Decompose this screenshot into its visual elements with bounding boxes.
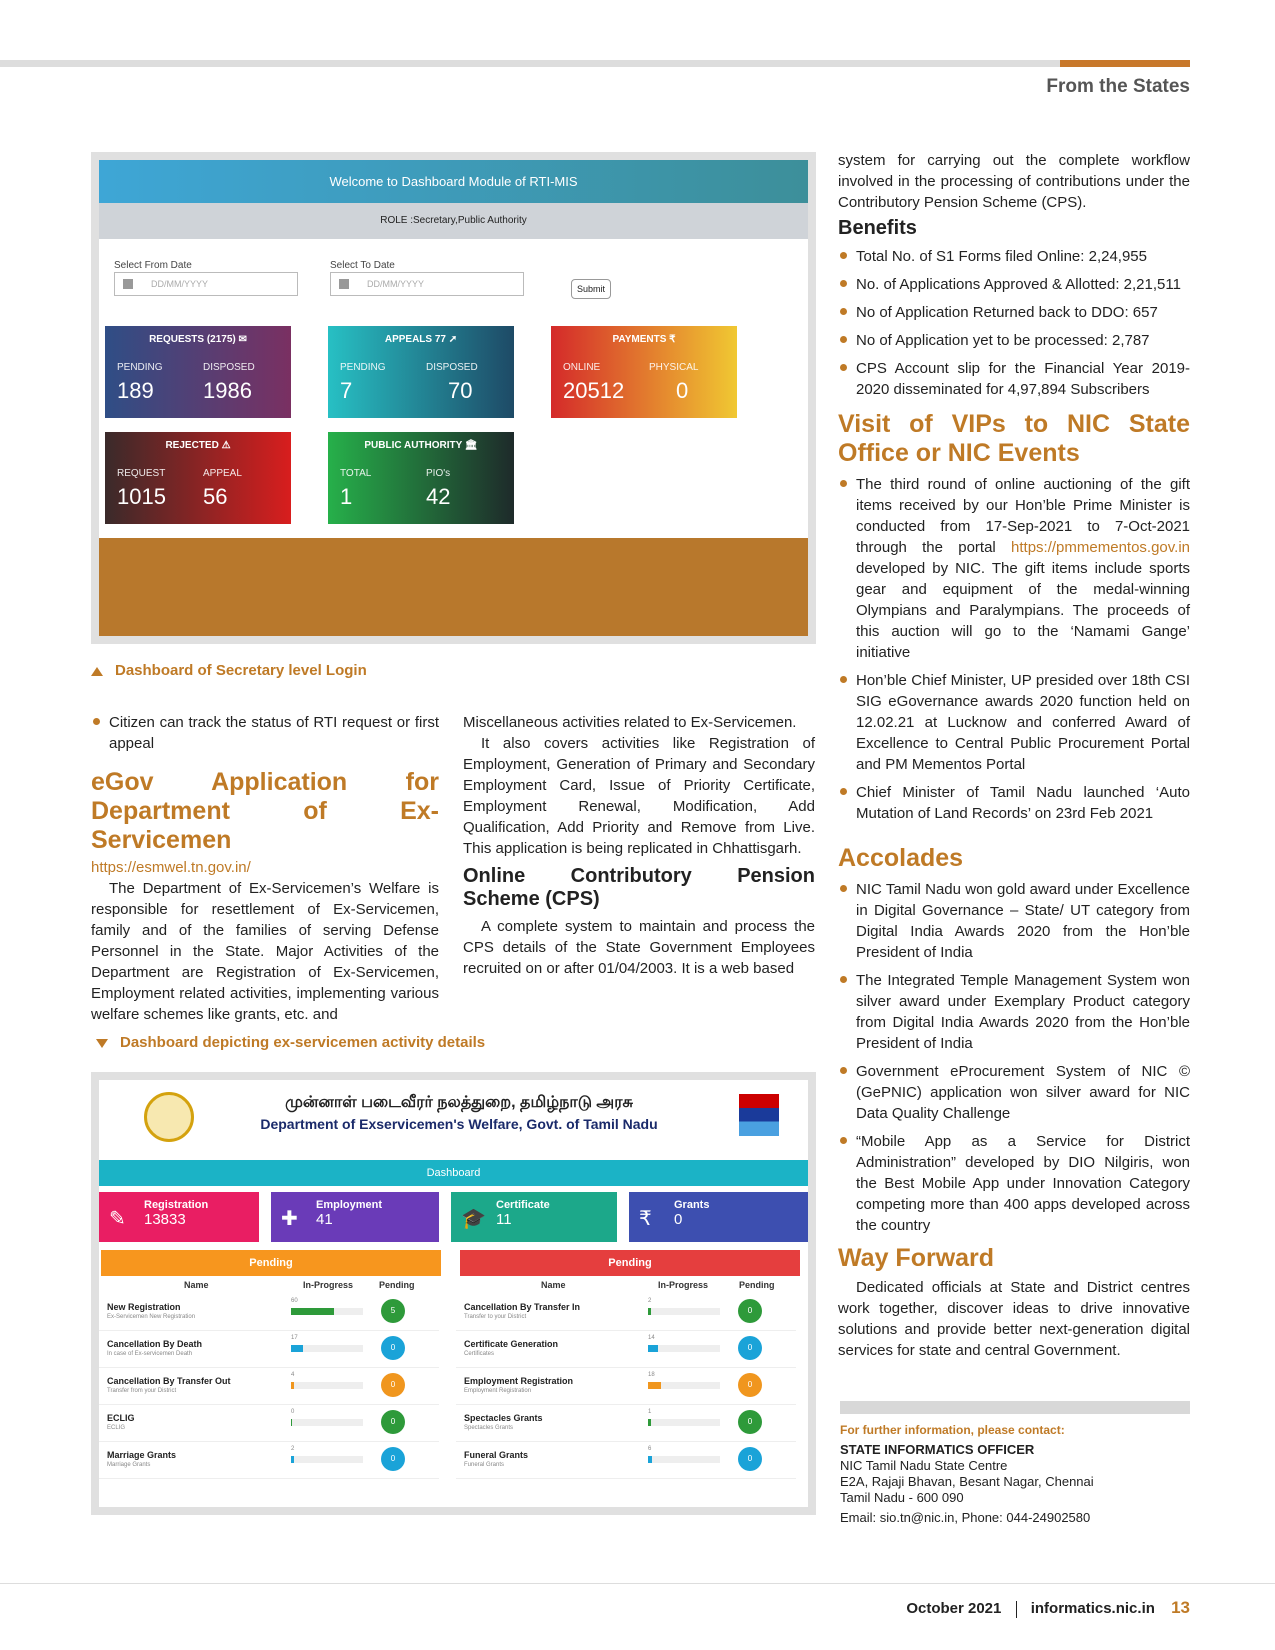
table-row[interactable] [99,1331,439,1368]
column-middle [463,712,815,979]
contact-label: For further information, please contact: [840,1423,1065,1437]
triangle-up-icon [91,667,103,676]
progress-fill [291,1382,294,1389]
tile-label: Certificate [496,1199,550,1211]
vip-heading: Visit of VIPs to NIC State Office or NIC Events [838,410,1190,467]
progress-bar [291,1382,363,1389]
progress-fill [291,1456,294,1463]
text: The third round of online auctioning of the gift items received by our Hon’ble Prime Minister is conducted from 17-Sep-2021 to 7-Oct-2021 through the portal [856,476,1190,556]
card-label: PIO's [426,468,451,479]
triangle-down-icon [96,1039,108,1048]
progress-bar [291,1419,363,1426]
row-name: Employment Registration [464,1376,574,1386]
list-item: No of Application yet to be processed: 2,787 [838,330,1190,351]
table-row[interactable] [99,1405,439,1442]
pmmementos-link[interactable]: https://pmmementos.gov.in [1011,539,1190,556]
row-progress-count: 0 [291,1409,295,1415]
row-progress-count: 2 [648,1298,652,1304]
appeals-card[interactable] [328,326,514,418]
card-value: 70 [448,378,473,403]
card-title: REQUESTS (2175) ✉ [149,334,247,345]
submit-button[interactable]: Submit [571,279,611,299]
list-item: CPS Account slip for the Financial Year 2019-2020 disseminated for 4,97,894 Subscribers [838,358,1190,400]
list-item: Chief Minister of Tamil Nadu launched ‘Auto Mutation of Land Records’ on 23rd Feb 2021 [838,782,1190,824]
list-item [838,474,1190,663]
pending-count-badge[interactable]: 0 [738,1447,762,1471]
dashboard-title: Welcome to Dashboard Module of RTI-MIS [99,160,808,203]
progress-fill [648,1308,651,1315]
card-label: DISPOSED [426,362,478,373]
paragraph: Dedicated officials at State and District centres work together, discover ideas to drive innovative solutions and provide better next-generation digital services for state and central Government. [838,1279,1190,1359]
card-title: APPEALS 77 ➚ [384,334,458,345]
calendar-icon [123,279,133,289]
tile-label: Employment [316,1199,383,1211]
contact-title: STATE INFORMATICS OFFICER [840,1442,1035,1457]
card-label: TOTAL [340,468,372,479]
way-forward-heading: Way Forward [838,1244,995,1272]
card-label: ONLINE [563,362,601,373]
card-title: PUBLIC AUTHORITY 🏛 [364,440,478,451]
tile-certificate[interactable] [451,1192,617,1242]
header-rule [0,60,1190,67]
pending-count-badge[interactable]: 0 [738,1299,762,1323]
list-item: Hon’ble Chief Minister, UP presided over 18th CSI SIG eGovernance awards 2020 function held on 12.02.21 at Lucknow and conferred Award of Excellence to Central Public Procurement Portal and PM Mementos Portal [838,670,1190,775]
rejected-card[interactable] [105,432,291,524]
footer-rule [0,1583,1275,1584]
header-accent [1060,60,1190,67]
table-row[interactable] [456,1368,796,1405]
sainik-flag-icon [739,1094,779,1136]
pending-count-badge[interactable]: 0 [738,1336,762,1360]
row-progress-count: 1 [648,1409,652,1415]
row-subtitle: Transfer from your District [107,1388,177,1394]
column-header: Pending [739,1280,775,1290]
card-label: PENDING [340,362,386,373]
role-label: ROLE :Secretary,Public Authority [99,203,808,239]
column-header: Name [184,1280,209,1290]
pending-count-badge[interactable]: 0 [381,1336,405,1360]
card-value: 1986 [203,378,252,403]
pending-header-left: Pending [101,1250,441,1276]
card-value: 42 [426,484,451,509]
section-heading-cps: Online Contributory Pension Scheme (CPS) [463,865,815,910]
table-row[interactable] [99,1294,439,1331]
row-progress-count: 6 [648,1446,652,1452]
column-header: In-Progress [658,1280,709,1290]
pencil-icon: ✎ [109,1208,126,1230]
table-row[interactable] [456,1442,796,1479]
paragraph: A complete system to maintain and process the CPS details of the State Government Employees recruited on or after 01/04/2003. It is a web based [463,918,815,977]
row-name: Certificate Generation [464,1339,559,1349]
tile-value: 13833 [144,1211,186,1228]
tile-label: Registration [144,1199,209,1211]
footer-date: October 2021 [906,1600,1002,1617]
card-label: REQUEST [117,468,166,479]
public-authority-card[interactable] [328,432,514,524]
column-right [838,150,1190,1361]
to-date-input[interactable]: DD/MM/YYYY [330,272,524,296]
benefits-heading: Benefits [838,217,917,239]
footer [906,1598,1190,1618]
requests-card[interactable] [105,326,291,418]
dashboard-footer-band [99,538,808,636]
row-subtitle: Certificates [464,1351,495,1357]
row-progress-count: 60 [291,1298,298,1304]
row-subtitle: Transfer to your District [464,1314,527,1320]
column-header: In-Progress [303,1280,354,1290]
list-item: Government eProcurement System of NIC © (GePNIC) application won silver award for NIC Data Quality Challenge [838,1061,1190,1124]
list-item: No. of Applications Approved & Allotted: 2,21,511 [838,274,1190,295]
graduation-cap-icon: 🎓 [461,1208,486,1230]
progress-fill [291,1419,292,1426]
progress-bar [648,1419,720,1426]
list-item: The Integrated Temple Management System won silver award under Exemplary Product category from Digital India Awards 2020 from the Hon’ble President of India [838,970,1190,1054]
to-date-label: Select To Date [330,260,395,271]
card-title: REJECTED ⚠ [165,440,231,451]
pending-count-badge[interactable]: 0 [738,1373,762,1397]
card-label: PENDING [117,362,163,373]
row-name: Marriage Grants [107,1450,177,1460]
tile-value: 41 [316,1211,333,1228]
progress-fill [291,1345,303,1352]
table-row[interactable] [456,1405,796,1442]
paragraph: Miscellaneous activities related to Ex-Servicemen. [463,714,797,731]
rti-dashboard-screenshot [91,152,816,644]
card-value: 7 [340,378,353,403]
row-name: Cancellation By Death [107,1339,203,1349]
tile-value: 11 [496,1211,512,1228]
footer-divider [1016,1601,1017,1618]
card-value: 20512 [563,378,625,403]
row-progress-count: 2 [291,1446,295,1452]
tile-label: Grants [674,1199,710,1211]
table-row[interactable] [456,1331,796,1368]
row-progress-count: 18 [648,1372,655,1378]
pending-count-badge[interactable]: 0 [381,1410,405,1434]
contact-line: E2A, Rajaji Bhavan, Besant Nagar, Chennai [840,1474,1094,1489]
contact-line: Tamil Nadu - 600 090 [840,1490,964,1505]
paragraph: It also covers activities like Registration of Employment, Generation of Primary and Secondary Employment Card, Issue of Priority Certificate, Employment Renewal, Modification, Add Qualification, Add Priority and Remove from Live. This application is being replicated in Chhattisgarh. [463,735,815,857]
column-header: Name [541,1280,566,1290]
caption-text: Dashboard of Secretary level Login [115,662,367,679]
row-subtitle: ECLIG [107,1425,126,1431]
card-label: APPEAL [203,468,242,479]
caption-text: Dashboard depicting ex-servicemen activity details [120,1034,486,1051]
pending-count-badge[interactable]: 0 [738,1410,762,1434]
contact-email-phone: Email: sio.tn@nic.in, Phone: 044-24902580 [840,1510,1091,1525]
tile-grants[interactable] [629,1192,808,1242]
row-name: Funeral Grants [464,1450,529,1460]
row-name: ECLIG [107,1413,135,1423]
table-row[interactable] [456,1294,796,1331]
row-name: Spectacles Grants [464,1413,543,1423]
contact-bar [840,1401,1190,1414]
progress-bar [291,1456,363,1463]
list-item: No of Application Returned back to DDO: 657 [838,302,1190,323]
figure-caption-1 [91,662,367,679]
progress-fill [648,1382,661,1389]
calendar-icon [339,279,349,289]
progress-bar [291,1308,363,1315]
table-row[interactable] [99,1368,439,1405]
list-item: NIC Tamil Nadu won gold award under Excellence in Digital Governance – State/ UT category from Digital India Awards 2020 from the Hon’ble President of India [838,879,1190,963]
dept-title-english: Department of Exservicemen's Welfare, Govt. of Tamil Nadu [260,1116,658,1132]
contact-line: NIC Tamil Nadu State Centre [840,1458,1008,1473]
from-date-input[interactable]: DD/MM/YYYY [114,272,298,296]
pending-count-badge[interactable]: 0 [381,1447,405,1471]
row-subtitle: Funeral Grants [464,1462,505,1468]
esmwel-link[interactable]: https://esmwel.tn.gov.in/ [91,859,251,876]
progress-bar [648,1345,720,1352]
row-name: Cancellation By Transfer Out [107,1376,231,1386]
card-value: 1 [340,484,353,509]
figure-caption-2 [96,1034,485,1051]
row-subtitle: Spectacles Grants [464,1425,514,1431]
list-item: Citizen can track the status of RTI request or first appeal [91,712,439,754]
contact-box [840,1422,1190,1526]
progress-fill [648,1456,652,1463]
progress-fill [648,1419,651,1426]
card-value: 0 [676,378,689,403]
progress-bar [648,1308,720,1315]
card-label: DISPOSED [203,362,255,373]
card-value: 1015 [117,484,166,509]
row-name: Cancellation By Transfer In [464,1302,581,1312]
dashboard-bar: Dashboard [99,1160,808,1186]
row-subtitle: Marriage Grants [107,1462,151,1468]
list-item: “Mobile App as a Service for District Administration” developed by DIO Nilgiris, won the Best Mobile App under Innovation Category competing more than 400 apps developed across the country [838,1131,1190,1236]
progress-fill [648,1345,658,1352]
dept-title-tamil: முன்னாள் படைவீரர் நலத்துறை, தமிழ்நாடு அரசு [285,1094,633,1111]
tamil-nadu-emblem-icon [144,1092,194,1142]
card-value: 56 [203,484,228,509]
row-progress-count: 4 [291,1372,295,1378]
card-value: 189 [117,378,154,403]
card-title: PAYMENTS ₹ [612,334,676,345]
from-date-label: Select From Date [114,260,192,271]
paragraph: system for carrying out the complete workflow involved in the processing of contributions under the Contributory Pension Scheme (CPS). [838,152,1190,211]
card-label: PHYSICAL [649,362,699,373]
section-heading-egov: eGov Application for Department of Ex-Servicemen [91,768,439,854]
progress-bar [648,1456,720,1463]
row-subtitle: In case of Ex-servicemen Death [107,1351,193,1357]
progress-bar [648,1382,720,1389]
row-progress-count: 14 [648,1335,655,1341]
page-number: 13 [1171,1598,1190,1617]
tile-registration[interactable] [99,1192,259,1242]
add-users-icon: ✚ [281,1208,298,1230]
table-row[interactable] [99,1442,439,1479]
text: developed by NIC. The gift items include sports gear and equipment of the medal-winning Olympians and Paralympians. The proceeds of this auction will go to the ‘Namami Gange’ initiative [856,560,1190,661]
rupee-icon: ₹ [639,1208,652,1230]
row-progress-count: 17 [291,1335,298,1341]
column-left [91,712,439,1025]
row-subtitle: Ex-Servicemen New Registration [107,1314,196,1320]
row-name: New Registration [107,1302,181,1312]
progress-fill [291,1308,334,1315]
paragraph: The Department of Ex-Servicemen’s Welfare is responsible for resettlement of Ex-Servicemen, family and of the families of serving Defense Personnel in the State. Major Activities of the Department are Registration of Ex-Servicemen, Employment related activities, implementing various welfare schemes like grants, etc. and [91,880,439,1023]
pending-count-badge[interactable]: 5 [381,1299,405,1323]
tile-value: 0 [674,1211,683,1228]
exservicemen-dashboard-screenshot [91,1072,816,1515]
tile-employment[interactable] [271,1192,439,1242]
row-subtitle: Employment Registration [464,1388,532,1394]
pending-count-badge[interactable]: 0 [381,1373,405,1397]
pending-header-right: Pending [460,1250,800,1276]
list-item: Total No. of S1 Forms filed Online: 2,24,955 [838,246,1190,267]
payments-card[interactable] [551,326,737,418]
column-header: Pending [379,1280,415,1290]
footer-site: informatics.nic.in [1030,1600,1155,1617]
section-title: From the States [1046,76,1190,97]
progress-bar [291,1345,363,1352]
accolades-heading: Accolades [838,844,964,872]
